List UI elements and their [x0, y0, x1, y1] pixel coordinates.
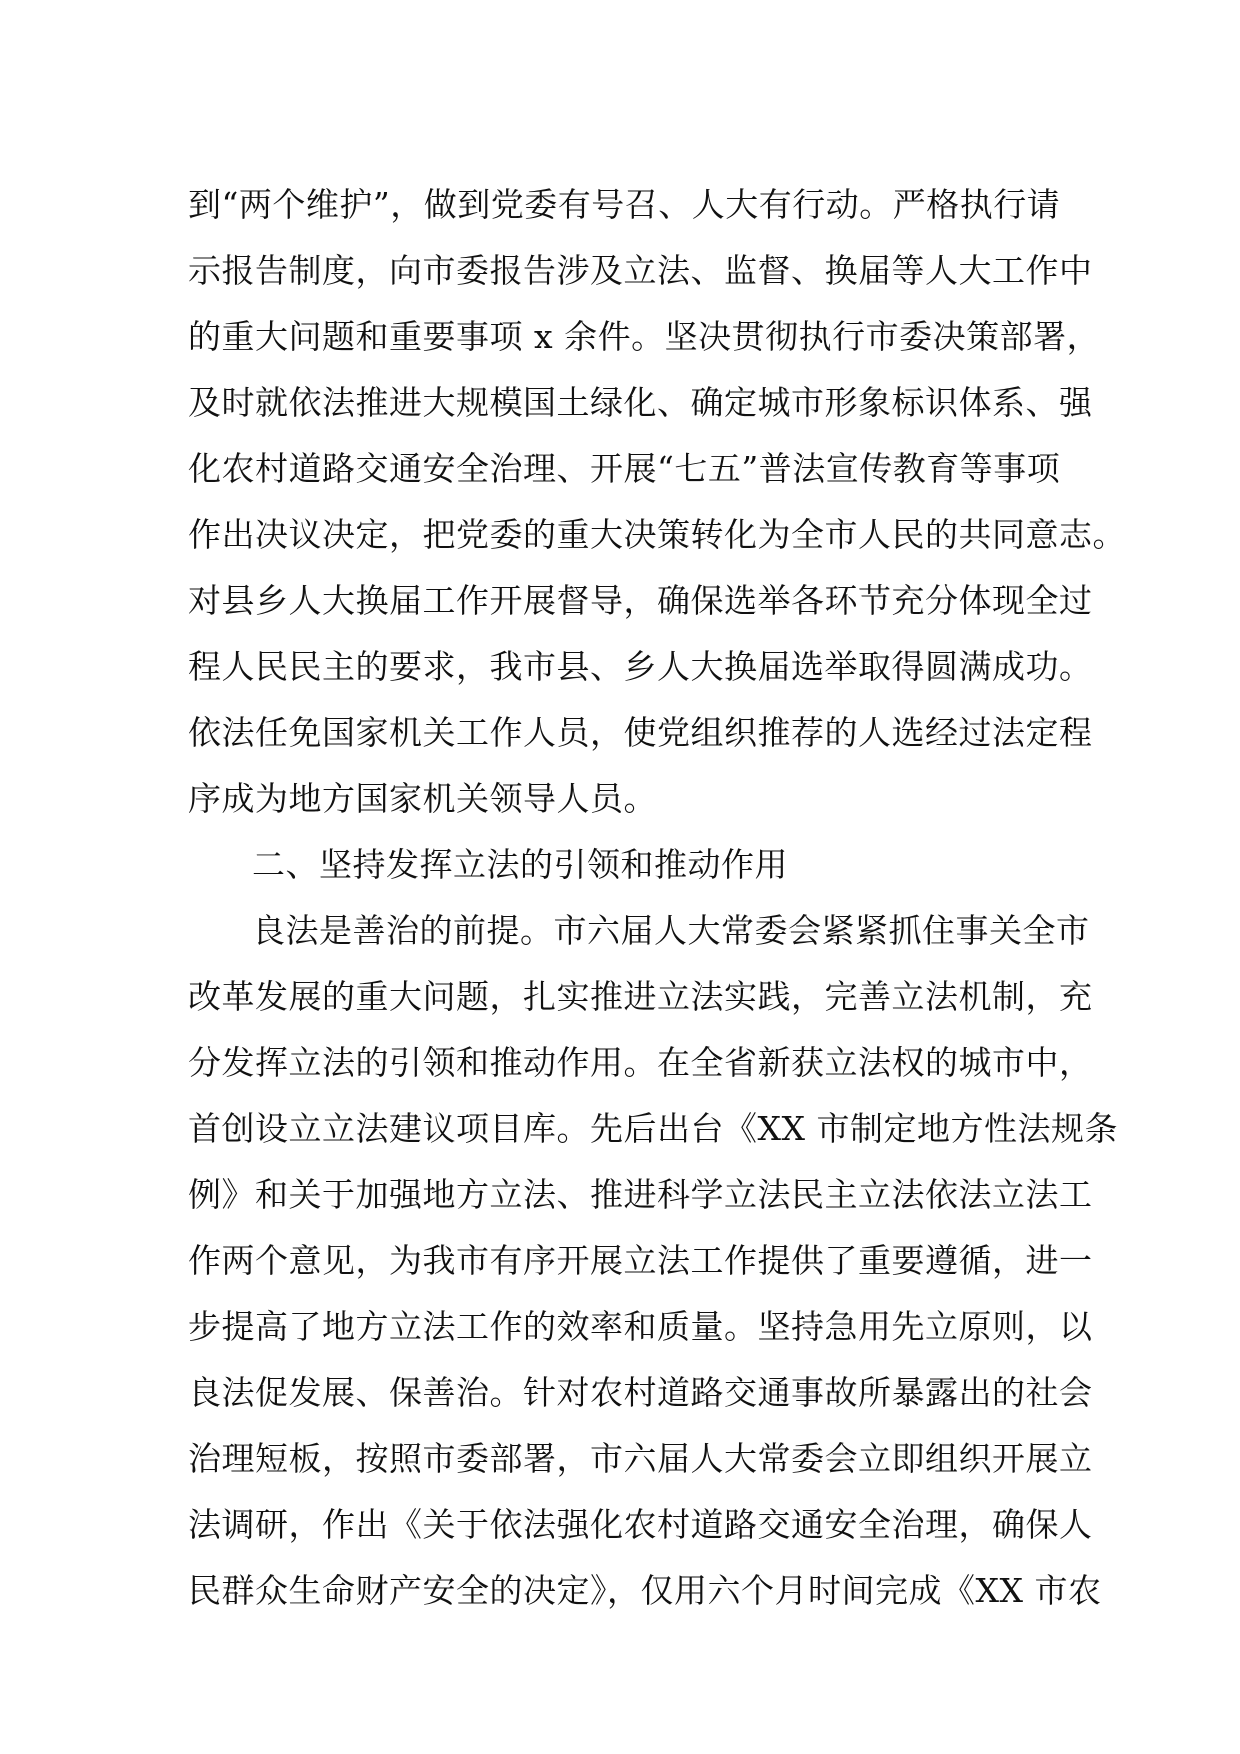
body-line: 作出决议决定，把党委的重大决策转化为全市人民的共同意志。 [188, 515, 1126, 554]
body-line: 步提高了地方立法工作的效率和质量。坚持急用先立原则，以 [188, 1307, 1093, 1346]
body-line: 示报告制度，向市委报告涉及立法、监督、换届等人大工作中 [188, 251, 1093, 290]
body-line: 民群众生命财产安全的决定》，仅用六个月时间完成《XX 市农 [188, 1571, 1102, 1610]
body-line: 例》和关于加强地方立法、推进科学立法民主立法依法立法工 [188, 1175, 1093, 1214]
body-line: 序成为地方国家机关领导人员。 [188, 779, 657, 818]
body-line: 良法促发展、保善治。针对农村道路交通事故所暴露出的社会 [188, 1373, 1093, 1412]
body-line: 治理短板，按照市委部署，市六届人大常委会立即组织开展立 [188, 1439, 1093, 1478]
body-line: 的重大问题和重要事项 x 余件。坚决贯彻执行市委决策部署， [188, 317, 1101, 356]
body-line: 化农村道路交通安全治理、开展“七五”普法宣传教育等事项 [188, 449, 1061, 488]
body-line: 作两个意见，为我市有序开展立法工作提供了重要遵循，进一 [188, 1241, 1093, 1280]
section-heading: 二、坚持发挥立法的引领和推动作用 [252, 845, 788, 884]
body-line: 程人民民主的要求，我市县、乡人大换届选举取得圆满成功。 [188, 647, 1093, 686]
body-line: 依法任免国家机关工作人员，使党组织推荐的人选经过法定程 [188, 713, 1093, 752]
body-line: 首创设立立法建议项目库。先后出台《XX 市制定地方性法规条 [188, 1109, 1118, 1148]
body-line: 对县乡人大换届工作开展督导，确保选举各环节充分体现全过 [188, 581, 1093, 620]
document-body [188, 172, 1126, 1624]
paragraph-first-line: 良法是善治的前提。市六届人大常委会紧紧抓住事关全市 [252, 911, 1090, 950]
body-line: 法调研，作出《关于依法强化农村道路交通安全治理，确保人 [188, 1505, 1093, 1544]
body-line: 到“两个维护”，做到党委有号召、人大有行动。严格执行请 [188, 185, 1061, 224]
body-line: 及时就依法推进大规模国土绿化、确定城市形象标识体系、强 [188, 383, 1093, 422]
body-line: 分发挥立法的引领和推动作用。在全省新获立法权的城市中， [188, 1043, 1093, 1082]
body-line: 改革发展的重大问题，扎实推进立法实践，完善立法机制，充 [188, 977, 1093, 1016]
